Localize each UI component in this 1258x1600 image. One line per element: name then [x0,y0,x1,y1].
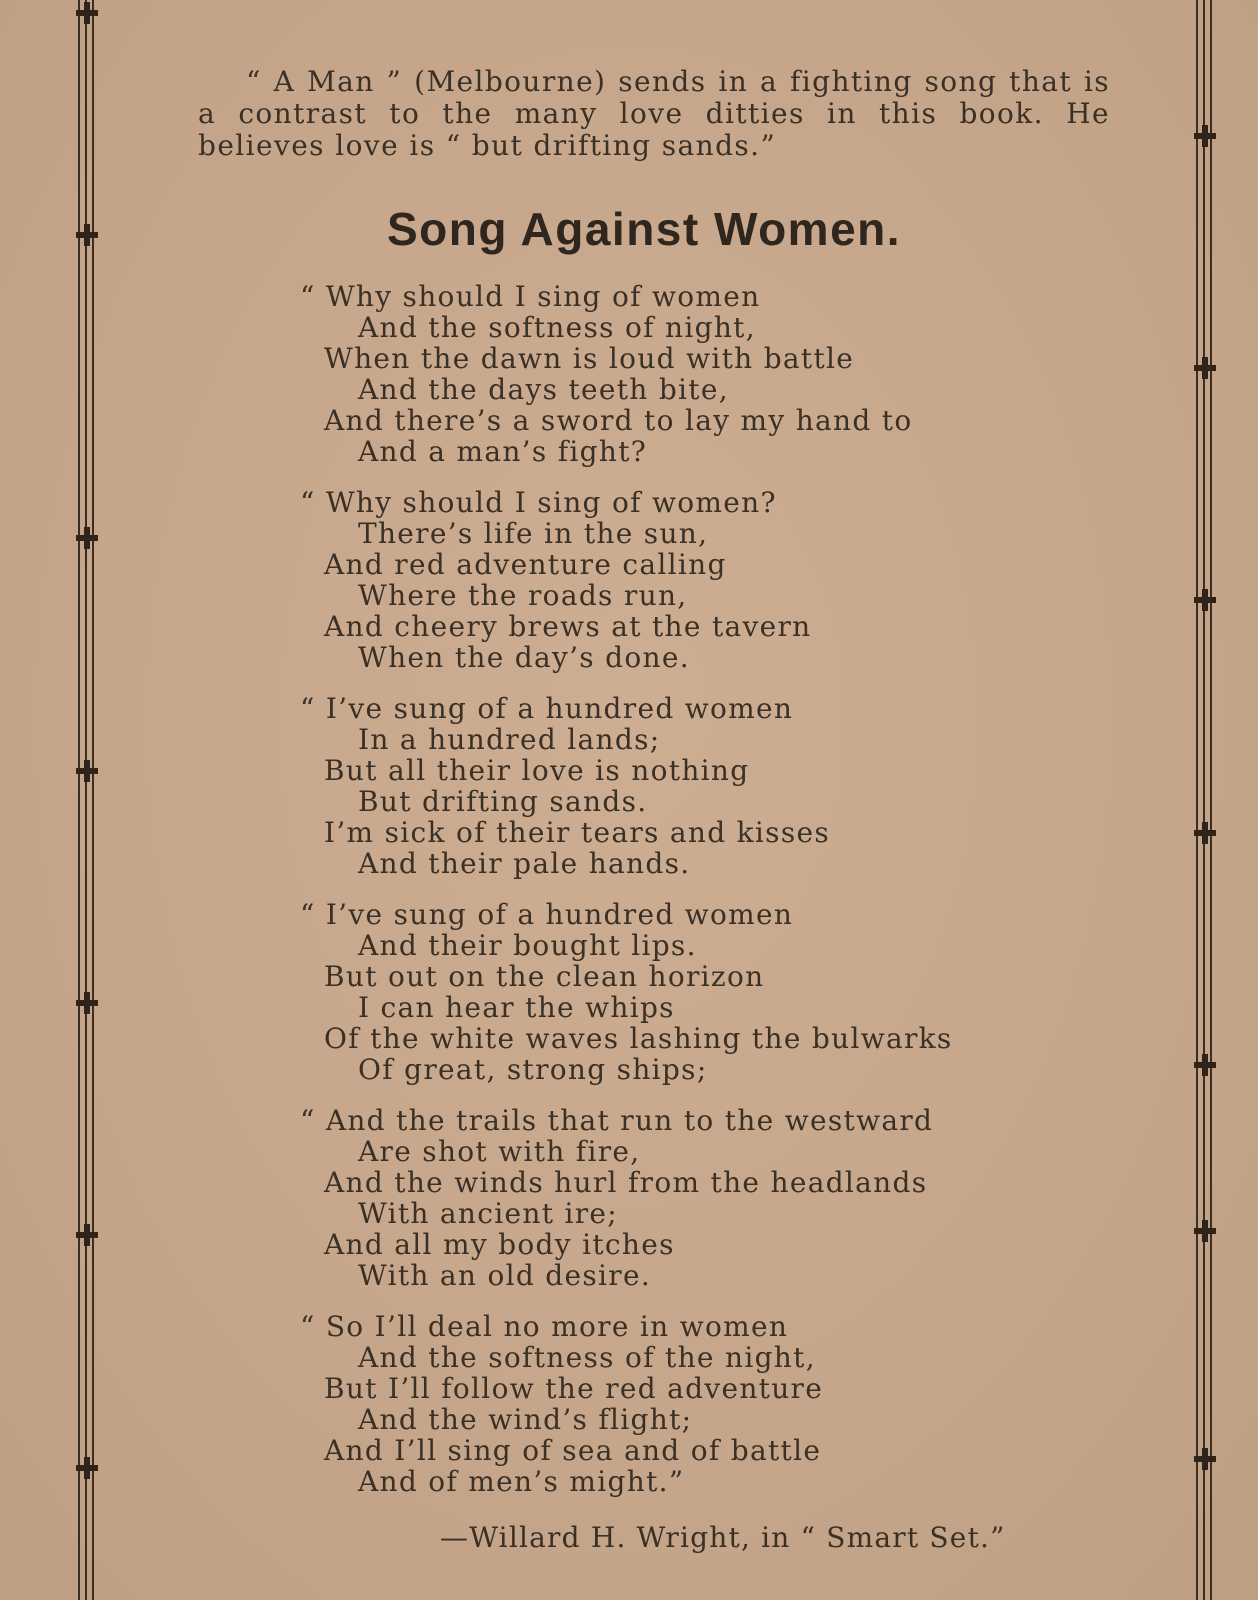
poem-line: And their pale hands. [358,847,691,880]
poem-line: And the wind’s flight; [358,1403,693,1436]
poem-title: Song Against Women. [386,203,902,255]
poem-line: And all my body itches [324,1228,675,1261]
poem-line: And I’ll sing of sea and of battle [324,1434,822,1467]
poem-line: And there’s a sword to lay my hand to [324,404,913,437]
poem-line: “ And the trails that run to the westward [300,1104,934,1137]
poem-line: And of men’s might.” [358,1465,685,1498]
stanza-1 [300,281,1060,467]
stanza-2 [300,487,1060,673]
poem-line: Are shot with fire, [358,1135,641,1168]
poem-line: And the softness of the night, [358,1341,816,1374]
poem-line: And the softness of night, [358,311,756,344]
poem-line: “ I’ve sung of a hundred women [300,692,794,725]
poem-line: And cheery brews at the tavern [324,610,812,643]
poem-line: I can hear the whips [358,991,675,1024]
poem-line: When the day’s done. [358,641,690,674]
poem-line: But out on the clean horizon [324,960,765,993]
stanza-5 [300,1105,1060,1291]
poem-line: With ancient ire; [358,1197,618,1230]
poem-line: In a hundred lands; [358,723,661,756]
poem-line: But all their love is nothing [324,754,750,787]
poem-line: Of great, strong ships; [358,1053,708,1086]
poem-line: And red adventure calling [324,548,727,581]
poem-line: And their bought lips. [358,929,697,962]
poem-body [300,281,1060,1517]
poem-line: With an old desire. [358,1259,652,1292]
stanza-3 [300,693,1060,879]
poem-line: “ Why should I sing of women? [300,486,777,519]
intro-paragraph: “ A Man ” (Melbourne) sends in a fighting song that is a contrast to the many love ditties in this book. He believes love is “ but drifting sands.” [198,65,1110,162]
poem-line: And a man’s fight? [358,435,648,468]
poem-line: Of the white waves lashing the bulwarks [324,1022,953,1055]
poem-line: “ I’ve sung of a hundred women [300,898,794,931]
poem-line: There’s life in the sun, [358,517,709,550]
poem-line: Where the roads run, [358,579,688,612]
poem-line: And the days teeth bite, [358,373,729,406]
poem-line: When the dawn is loud with battle [324,342,855,375]
poem-line: But I’ll follow the red adventure [324,1372,824,1405]
poem-line: And the winds hurl from the headlands [324,1166,928,1199]
attribution: —Willard H. Wright, in “ Smart Set.” [440,1521,1006,1554]
poem-line: “ Why should I sing of women [300,280,761,313]
poem-line: “ So I’ll deal no more in women [300,1310,789,1343]
stanza-4 [300,899,1060,1085]
stanza-6 [300,1311,1060,1497]
poem-line: But drifting sands. [358,785,648,818]
poem-line: I’m sick of their tears and kisses [324,816,831,849]
